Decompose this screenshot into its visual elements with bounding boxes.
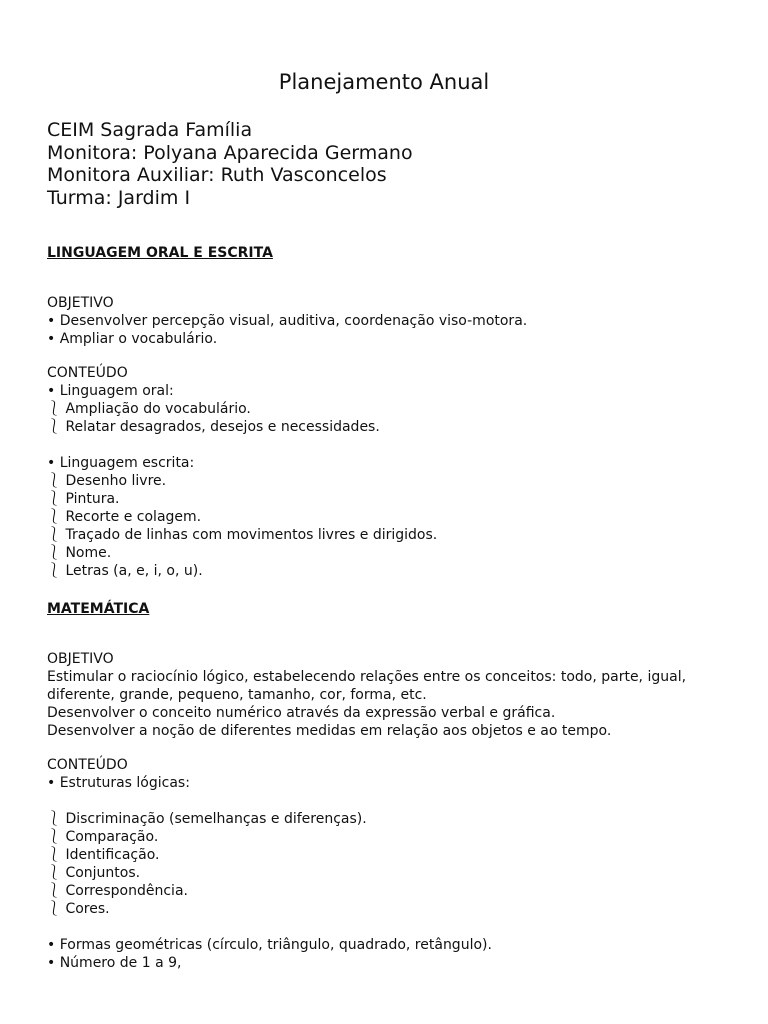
list-item: ⎱ Conjuntos. <box>47 865 141 881</box>
paragraph: Desenvolver o conceito numérico através da expressão verbal e gráfica. <box>47 705 556 721</box>
list-item: • Desenvolver percepção visual, auditiva, coordenação viso-motora. <box>47 313 528 329</box>
list-heading: • Linguagem escrita: <box>47 455 195 471</box>
objetivo-label: OBJETIVO <box>47 295 114 311</box>
page-title: Planejamento Anual <box>278 70 490 94</box>
list-heading: • Linguagem oral: <box>47 383 174 399</box>
list-item: ⎱ Pintura. <box>47 491 120 507</box>
list-item: ⎱ Correspondência. <box>47 883 188 899</box>
section-heading-linguagem: LINGUAGEM ORAL E ESCRITA <box>47 245 273 261</box>
list-item: ⎱ Desenho livre. <box>47 473 167 489</box>
list-item: ⎱ Discriminação (semelhanças e diferenças). <box>47 811 367 827</box>
list-item: • Número de 1 a 9, <box>47 955 182 971</box>
list-item: • Ampliar o vocabulário. <box>47 331 218 347</box>
list-item: ⎱ Letras (a, e, i, o, u). <box>47 563 203 579</box>
list-item: ⎱ Comparação. <box>47 829 159 845</box>
list-item: ⎱ Nome. <box>47 545 112 561</box>
list-item: ⎱ Traçado de linhas com movimentos livres e dirigidos. <box>47 527 438 543</box>
conteudo-label: CONTEÚDO <box>47 365 128 381</box>
list-item: ⎱ Recorte e colagem. <box>47 509 202 525</box>
paragraph: Estimular o raciocínio lógico, estabelecendo relações entre os conceitos: todo, parte, igual, diferente, grande, pequeno, tamanho, cor, forma, etc. <box>47 669 687 703</box>
list-item: • Formas geométricas (círculo, triângulo, quadrado, retângulo). <box>47 937 492 953</box>
document-header <box>47 119 413 209</box>
list-item: ⎱ Cores. <box>47 901 110 917</box>
paragraph: Desenvolver a noção de diferentes medidas em relação aos objetos e ao tempo. <box>47 723 612 739</box>
objetivo-label: OBJETIVO <box>47 651 114 667</box>
list-item: ⎱ Identificação. <box>47 847 160 863</box>
assistant-name: Monitora Auxiliar: Ruth Vasconcelos <box>47 164 387 186</box>
list-item: ⎱ Ampliação do vocabulário. <box>47 401 251 417</box>
school-name: CEIM Sagrada Família <box>47 119 253 141</box>
section-heading-matematica: MATEMÁTICA <box>47 601 150 617</box>
list-heading: • Estruturas lógicas: <box>47 775 190 791</box>
class-name: Turma: Jardim I <box>47 186 191 209</box>
section-matematica <box>47 600 737 972</box>
monitor-name: Monitora: Polyana Aparecida Germano <box>47 141 413 164</box>
conteudo-label: CONTEÚDO <box>47 757 128 773</box>
list-item: ⎱ Relatar desagrados, desejos e necessidades. <box>47 419 380 435</box>
section-linguagem <box>47 244 737 580</box>
